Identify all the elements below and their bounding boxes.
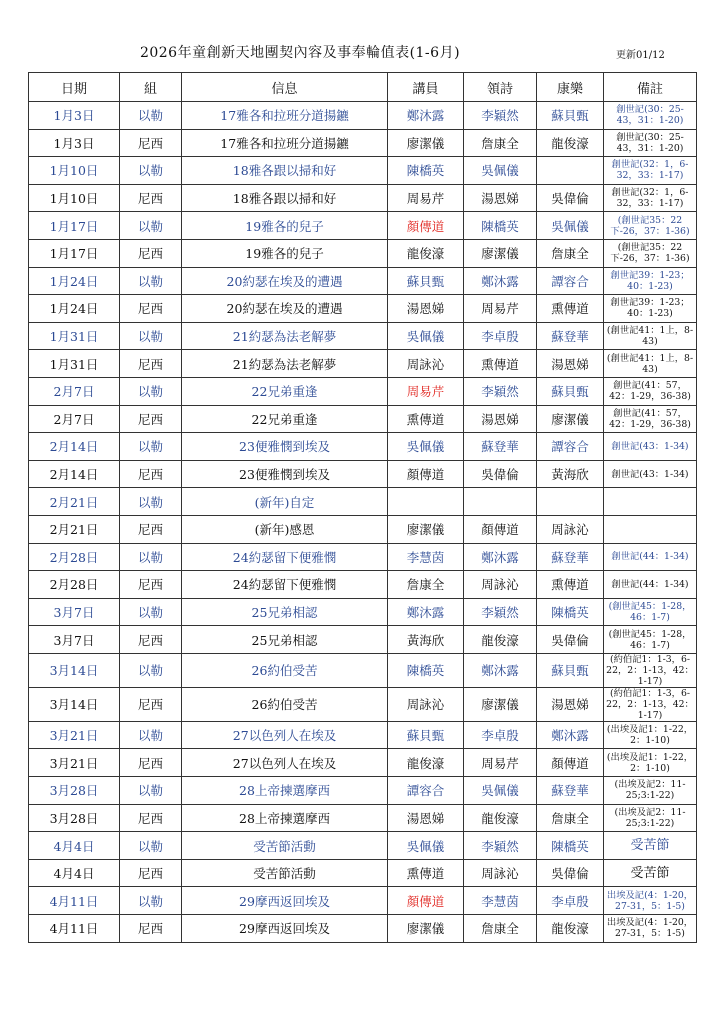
date-cell: 3月14日 — [29, 687, 120, 721]
table-row — [29, 832, 697, 860]
recreation-cell: 廖潔儀 — [537, 405, 604, 433]
recreation-cell: 詹康全 — [537, 239, 604, 267]
date-cell: 1月3日 — [29, 129, 120, 157]
message-cell: 21約瑟為法老解夢 — [182, 322, 388, 350]
table-row — [29, 515, 697, 543]
note-cell: (約伯記1：1-3，6-22，2：1-13，42：1-17) — [604, 687, 697, 721]
message-cell: 20約瑟在埃及的遭遇 — [182, 267, 388, 295]
date-cell: 3月7日 — [29, 626, 120, 654]
worship-cell: 鄭沐露 — [464, 267, 537, 295]
table-row — [29, 377, 697, 405]
note-cell: 創世記(30：25-43，31：1-20) — [604, 129, 697, 157]
note-cell — [604, 488, 697, 516]
worship-cell: 周詠沁 — [464, 859, 537, 887]
table-row — [29, 598, 697, 626]
worship-cell: 李穎然 — [464, 102, 537, 130]
group-cell: 尼西 — [120, 571, 182, 599]
note-cell: (創世記45：1-28，46：1-7) — [604, 626, 697, 654]
col-recreation-header: 康樂 — [537, 73, 604, 102]
date-cell: 3月14日 — [29, 653, 120, 687]
speaker-cell: 龍俊濠 — [388, 749, 464, 777]
worship-cell: 龍俊濠 — [464, 626, 537, 654]
recreation-cell: 陳橋英 — [537, 598, 604, 626]
note-cell: 創世記(32：1，6-32，33：1-17) — [604, 184, 697, 212]
recreation-cell: 譚容合 — [537, 433, 604, 461]
date-cell: 1月10日 — [29, 184, 120, 212]
speaker-cell: 龍俊濠 — [388, 239, 464, 267]
worship-cell: 熏傳道 — [464, 350, 537, 378]
speaker-cell: 周詠沁 — [388, 350, 464, 378]
date-cell: 3月28日 — [29, 777, 120, 805]
worship-cell: 李卓殷 — [464, 322, 537, 350]
message-cell: 26約伯受苦 — [182, 653, 388, 687]
group-cell: 以勒 — [120, 777, 182, 805]
worship-cell: 李穎然 — [464, 598, 537, 626]
message-cell: 22兄弟重逢 — [182, 377, 388, 405]
message-cell: 17雅各和拉班分道揚鑣 — [182, 129, 388, 157]
table-row — [29, 102, 697, 130]
date-cell: 1月10日 — [29, 157, 120, 185]
table-row — [29, 295, 697, 323]
message-cell: 受苦節活動 — [182, 832, 388, 860]
speaker-cell: 周易芹 — [388, 184, 464, 212]
speaker-cell: 吳佩儀 — [388, 322, 464, 350]
note-cell: (創世記35：22下-26，37：1-36) — [604, 212, 697, 240]
note-cell: (創世記35：22下-26，37：1-36) — [604, 239, 697, 267]
worship-cell: 鄭沐露 — [464, 543, 537, 571]
worship-cell: 周詠沁 — [464, 571, 537, 599]
recreation-cell: 龍俊濠 — [537, 129, 604, 157]
date-cell: 3月28日 — [29, 804, 120, 832]
message-cell: 19雅各的兒子 — [182, 239, 388, 267]
note-cell: 創世記(44：1-34) — [604, 571, 697, 599]
speaker-cell: 陳橋英 — [388, 653, 464, 687]
group-cell: 尼西 — [120, 626, 182, 654]
speaker-cell: 蘇貝甄 — [388, 721, 464, 749]
note-cell: 創世記(43：1-34) — [604, 460, 697, 488]
date-cell: 1月17日 — [29, 239, 120, 267]
note-cell: 創世記39：1-23；40：1-23) — [604, 295, 697, 323]
speaker-cell: 吳佩儀 — [388, 433, 464, 461]
group-cell: 以勒 — [120, 102, 182, 130]
speaker-cell: 蘇貝甄 — [388, 267, 464, 295]
message-cell: 25兄弟相認 — [182, 598, 388, 626]
recreation-cell: 蘇登華 — [537, 322, 604, 350]
table-row — [29, 433, 697, 461]
col-speaker-header: 講員 — [388, 73, 464, 102]
table-row — [29, 543, 697, 571]
note-cell: 創世記(30：25-43，31：1-20) — [604, 102, 697, 130]
worship-cell: 李卓殷 — [464, 721, 537, 749]
table-row — [29, 721, 697, 749]
group-cell: 尼西 — [120, 915, 182, 943]
date-cell: 1月31日 — [29, 322, 120, 350]
message-cell: (新年)感恩 — [182, 515, 388, 543]
recreation-cell: 周詠沁 — [537, 515, 604, 543]
recreation-cell: 顏傳道 — [537, 749, 604, 777]
note-cell: 出埃及記(4：1-20，27-31，5：1-5) — [604, 915, 697, 943]
table-row — [29, 460, 697, 488]
note-cell: (約伯記1：1-3，6-22，2：1-13，42：1-17) — [604, 653, 697, 687]
message-cell: 18雅各跟以掃和好 — [182, 157, 388, 185]
group-cell: 以勒 — [120, 377, 182, 405]
group-cell: 尼西 — [120, 749, 182, 777]
group-cell: 尼西 — [120, 804, 182, 832]
worship-cell: 湯恩娣 — [464, 405, 537, 433]
recreation-cell: 蘇登華 — [537, 777, 604, 805]
recreation-cell: 陳橋英 — [537, 832, 604, 860]
worship-cell: 廖潔儀 — [464, 239, 537, 267]
recreation-cell: 湯恩娣 — [537, 687, 604, 721]
message-cell: 24約瑟留下便雅憫 — [182, 571, 388, 599]
col-note-header: 備註 — [604, 73, 697, 102]
table-row — [29, 915, 697, 943]
recreation-cell: 蘇貝甄 — [537, 377, 604, 405]
group-cell: 以勒 — [120, 721, 182, 749]
group-cell: 以勒 — [120, 543, 182, 571]
table-row — [29, 887, 697, 915]
table-row — [29, 212, 697, 240]
group-cell: 尼西 — [120, 515, 182, 543]
recreation-cell: 吳佩儀 — [537, 212, 604, 240]
date-cell: 2月21日 — [29, 515, 120, 543]
message-cell: 27以色列人在埃及 — [182, 721, 388, 749]
group-cell: 以勒 — [120, 598, 182, 626]
message-cell: 18雅各跟以掃和好 — [182, 184, 388, 212]
speaker-cell: 熏傳道 — [388, 859, 464, 887]
group-cell: 尼西 — [120, 405, 182, 433]
speaker-cell: 顏傳道 — [388, 460, 464, 488]
table-row — [29, 626, 697, 654]
date-cell: 4月4日 — [29, 859, 120, 887]
note-cell — [604, 515, 697, 543]
speaker-cell: 顏傳道 — [388, 887, 464, 915]
date-cell: 2月28日 — [29, 571, 120, 599]
group-cell: 以勒 — [120, 322, 182, 350]
group-cell: 尼西 — [120, 350, 182, 378]
message-cell: 23便雅憫到埃及 — [182, 433, 388, 461]
date-cell: 2月7日 — [29, 405, 120, 433]
speaker-cell: 譚容合 — [388, 777, 464, 805]
speaker-cell: 湯恩娣 — [388, 804, 464, 832]
worship-cell: 鄭沐露 — [464, 653, 537, 687]
note-cell: (創世記45：1-28，46：1-7) — [604, 598, 697, 626]
speaker-cell: 詹康全 — [388, 571, 464, 599]
date-cell: 1月24日 — [29, 267, 120, 295]
date-cell: 1月31日 — [29, 350, 120, 378]
worship-cell: 李慧茵 — [464, 887, 537, 915]
col-message-header: 信息 — [182, 73, 388, 102]
date-cell: 4月11日 — [29, 915, 120, 943]
speaker-cell: 周詠沁 — [388, 687, 464, 721]
message-cell: 22兄弟重逢 — [182, 405, 388, 433]
worship-cell: 吳佩儀 — [464, 777, 537, 805]
speaker-cell: 湯恩娣 — [388, 295, 464, 323]
note-cell: 創世記(41：57，42：1-29，36-38) — [604, 405, 697, 433]
date-cell: 2月7日 — [29, 377, 120, 405]
speaker-cell: 李慧茵 — [388, 543, 464, 571]
recreation-cell: 湯恩娣 — [537, 350, 604, 378]
worship-cell: 蘇登華 — [464, 433, 537, 461]
group-cell: 以勒 — [120, 433, 182, 461]
worship-cell: 李穎然 — [464, 832, 537, 860]
date-cell: 2月28日 — [29, 543, 120, 571]
recreation-cell: 蘇貝甄 — [537, 653, 604, 687]
group-cell: 尼西 — [120, 859, 182, 887]
speaker-cell: 周易芹 — [388, 377, 464, 405]
col-date-header: 日期 — [29, 73, 120, 102]
speaker-cell: 廖潔儀 — [388, 515, 464, 543]
worship-cell: 陳橋英 — [464, 212, 537, 240]
message-cell: 27以色列人在埃及 — [182, 749, 388, 777]
date-cell: 3月21日 — [29, 721, 120, 749]
table-row — [29, 129, 697, 157]
date-cell: 4月4日 — [29, 832, 120, 860]
group-cell: 以勒 — [120, 267, 182, 295]
worship-cell: 吳佩儀 — [464, 157, 537, 185]
date-cell: 2月14日 — [29, 433, 120, 461]
worship-cell: 顏傳道 — [464, 515, 537, 543]
col-group-header: 組 — [120, 73, 182, 102]
schedule-table — [28, 72, 697, 943]
worship-cell: 周易芹 — [464, 295, 537, 323]
table-row — [29, 804, 697, 832]
speaker-cell: 廖潔儀 — [388, 129, 464, 157]
group-cell: 以勒 — [120, 653, 182, 687]
note-cell: (出埃及記2：11-25;3:1-22) — [604, 777, 697, 805]
date-cell: 1月3日 — [29, 102, 120, 130]
group-cell: 以勒 — [120, 157, 182, 185]
message-cell: 29摩西返回埃及 — [182, 887, 388, 915]
note-cell: (出埃及記1：1-22，2：1-10) — [604, 721, 697, 749]
speaker-cell: 黃海欣 — [388, 626, 464, 654]
message-cell: 28上帝揀選摩西 — [182, 804, 388, 832]
date-cell: 3月21日 — [29, 749, 120, 777]
message-cell: 受苦節活動 — [182, 859, 388, 887]
note-cell: 創世記(41：57，42：1-29，36-38) — [604, 377, 697, 405]
recreation-cell — [537, 488, 604, 516]
recreation-cell: 熏傳道 — [537, 295, 604, 323]
note-cell: 創世記(43：1-34) — [604, 433, 697, 461]
message-cell: 29摩西返回埃及 — [182, 915, 388, 943]
note-cell: (出埃及記2：11-25;3:1-22) — [604, 804, 697, 832]
worship-cell: 吳偉倫 — [464, 460, 537, 488]
table-row — [29, 322, 697, 350]
table-row — [29, 405, 697, 433]
date-cell: 1月17日 — [29, 212, 120, 240]
message-cell: 21約瑟為法老解夢 — [182, 350, 388, 378]
recreation-cell: 吳偉倫 — [537, 859, 604, 887]
header-row — [29, 73, 697, 102]
group-cell: 尼西 — [120, 239, 182, 267]
message-cell: 25兄弟相認 — [182, 626, 388, 654]
worship-cell: 李穎然 — [464, 377, 537, 405]
recreation-cell: 李卓殷 — [537, 887, 604, 915]
worship-cell — [464, 488, 537, 516]
table-row — [29, 488, 697, 516]
table-row — [29, 157, 697, 185]
speaker-cell: 廖潔儀 — [388, 915, 464, 943]
note-cell: 創世記(44：1-34) — [604, 543, 697, 571]
note-cell: 受苦節 — [604, 832, 697, 860]
note-cell: 出埃及記(4：1-20，27-31，5：1-5) — [604, 887, 697, 915]
group-cell: 尼西 — [120, 687, 182, 721]
recreation-cell: 詹康全 — [537, 804, 604, 832]
table-row — [29, 184, 697, 212]
table-row — [29, 859, 697, 887]
worship-cell: 詹康全 — [464, 915, 537, 943]
speaker-cell: 鄭沐露 — [388, 598, 464, 626]
group-cell: 尼西 — [120, 295, 182, 323]
group-cell: 以勒 — [120, 488, 182, 516]
message-cell: 17雅各和拉班分道揚鑣 — [182, 102, 388, 130]
recreation-cell: 蘇貝甄 — [537, 102, 604, 130]
speaker-cell: 熏傳道 — [388, 405, 464, 433]
table-row — [29, 687, 697, 721]
group-cell: 以勒 — [120, 887, 182, 915]
recreation-cell: 龍俊濠 — [537, 915, 604, 943]
note-cell: 創世記(32：1，6-32，33：1-17) — [604, 157, 697, 185]
recreation-cell: 吳偉倫 — [537, 184, 604, 212]
date-cell: 4月11日 — [29, 887, 120, 915]
speaker-cell: 顏傳道 — [388, 212, 464, 240]
worship-cell: 詹康全 — [464, 129, 537, 157]
message-cell: 20約瑟在埃及的遭遇 — [182, 295, 388, 323]
group-cell: 以勒 — [120, 832, 182, 860]
worship-cell: 湯恩娣 — [464, 184, 537, 212]
worship-cell: 龍俊濠 — [464, 804, 537, 832]
date-cell: 3月7日 — [29, 598, 120, 626]
message-cell: 26約伯受苦 — [182, 687, 388, 721]
updated-label: 更新01/12 — [616, 50, 665, 61]
date-cell: 2月21日 — [29, 488, 120, 516]
col-worship-header: 領詩 — [464, 73, 537, 102]
speaker-cell: 陳橋英 — [388, 157, 464, 185]
table-row — [29, 267, 697, 295]
table-row — [29, 777, 697, 805]
date-cell: 1月24日 — [29, 295, 120, 323]
note-cell: 創世記39：1-23；40：1-23) — [604, 267, 697, 295]
table-row — [29, 749, 697, 777]
group-cell: 以勒 — [120, 212, 182, 240]
speaker-cell — [388, 488, 464, 516]
recreation-cell — [537, 157, 604, 185]
note-cell: (出埃及記1：1-22，2：1-10) — [604, 749, 697, 777]
recreation-cell: 熏傳道 — [537, 571, 604, 599]
group-cell: 尼西 — [120, 460, 182, 488]
note-cell: 受苦節 — [604, 859, 697, 887]
recreation-cell: 黃海欣 — [537, 460, 604, 488]
message-cell: (新年)自定 — [182, 488, 388, 516]
table-row — [29, 571, 697, 599]
table-row — [29, 239, 697, 267]
message-cell: 19雅各的兒子 — [182, 212, 388, 240]
group-cell: 尼西 — [120, 184, 182, 212]
date-cell: 2月14日 — [29, 460, 120, 488]
recreation-cell: 譚容合 — [537, 267, 604, 295]
speaker-cell: 吳佩儀 — [388, 832, 464, 860]
speaker-cell: 鄭沐露 — [388, 102, 464, 130]
worship-cell: 廖潔儀 — [464, 687, 537, 721]
note-cell: (創世記41：1上，8-43) — [604, 350, 697, 378]
table-row — [29, 653, 697, 687]
recreation-cell: 吳偉倫 — [537, 626, 604, 654]
worship-cell: 周易芹 — [464, 749, 537, 777]
message-cell: 24約瑟留下便雅憫 — [182, 543, 388, 571]
page-title: 2026年童創新天地團契內容及事奉輪值表(1-6月) — [139, 45, 461, 61]
group-cell: 尼西 — [120, 129, 182, 157]
message-cell: 23便雅憫到埃及 — [182, 460, 388, 488]
recreation-cell: 蘇登華 — [537, 543, 604, 571]
recreation-cell: 鄭沐露 — [537, 721, 604, 749]
table-row — [29, 350, 697, 378]
message-cell: 28上帝揀選摩西 — [182, 777, 388, 805]
note-cell: (創世記41：1上，8-43) — [604, 322, 697, 350]
